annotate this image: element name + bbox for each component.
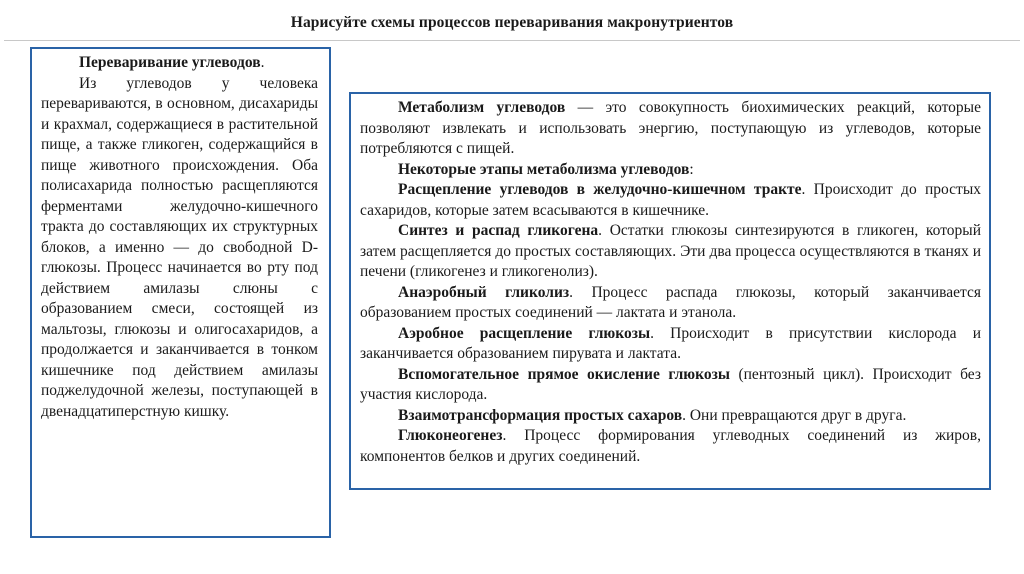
stage-text: . Происходит до простых сахаридов, которые затем всасываются в кишечнике. [360, 181, 981, 219]
stage-text: (пентозный цикл). Происходит без участия кислорода. [360, 365, 981, 403]
digestion-heading [41, 53, 318, 74]
metabolism-stages-heading [360, 160, 981, 181]
stage-text: . Происходит в присутствии кислорода и заканчивается образованием пирувата и лактата. [360, 324, 981, 362]
metabolism-stages-heading-colon: : [689, 160, 694, 178]
stage-text: . Остатки глюкозы синтезируются в гликоген, который затем расщепляется до простых составляющих. Эти два процесса осуществляются в тканях и печени (гликогенез и гликогенолиз). [360, 222, 981, 280]
carbohydrate-digestion-box [30, 47, 331, 538]
carbohydrate-metabolism-box [349, 92, 991, 490]
metabolism-intro [360, 98, 981, 160]
stage-term: Расщепление углеводов в желудочно-кишечном тракте [398, 181, 802, 198]
stage-term: Аэробное расщепление глюкозы [398, 324, 651, 342]
stage-item [360, 365, 981, 406]
stage-text: . Процесс формирования углеводных соединений из жиров, компонентов белков и других соединений. [360, 427, 981, 465]
page-title: Нарисуйте схемы процессов переваривания макронутриентов [290, 14, 734, 31]
stage-item [360, 426, 981, 467]
metabolism-intro-term: Метаболизм углеводов [398, 99, 566, 116]
digestion-paragraph: Из углеводов у человека перевариваются, в основном, дисахариды и крахмал, содержащиеся в растительной пище, а также гликоген, содержащийся в пище животного происхождения. Оба полисахарида полностью расщепляются ферментами желудочно-кишечного тракта до составляющих их структурных блоков, а именно — до свободной D-глюкозы. Процесс начинается во рту под действием амилазы слюны с образованием смеси, состоящей из мальтозы, глюкозы и олигосахаридов, а продолжается и заканчивается в тонком кишечнике под действием амилазы поджелудочной железы, поступающей в двенадцатиперстную кишку. [41, 74, 318, 420]
stage-item [360, 406, 981, 427]
stage-text: . Они превращаются друг в друга. [682, 406, 907, 424]
title-divider [4, 40, 1020, 41]
stage-item [360, 221, 981, 283]
digestion-heading-text: Переваривание углеводов [79, 54, 261, 71]
stage-term: Вспомогательное прямое окисление глюкозы [398, 365, 730, 383]
stage-item [360, 180, 981, 221]
stage-term: Глюконеогенез [398, 427, 503, 444]
stage-text: . Процесс распада глюкозы, который заканчивается образованием простых соединений — лактата и этанола. [360, 283, 981, 321]
stage-term: Синтез и распад гликогена [398, 222, 599, 239]
metabolism-intro-text: — это совокупность биохимических реакций, которые позволяют извлекать и использовать энергию, поступающую из углеводов, которые потребляются с пищей. [360, 99, 981, 157]
stage-item [360, 324, 981, 365]
stage-term: Анаэробный гликолиз [398, 283, 570, 301]
stage-term: Взаимотрансформация простых сахаров [398, 406, 683, 424]
digestion-heading-dot: . [260, 54, 265, 71]
metabolism-stages-heading-text: Некоторые этапы метаболизма углеводов [398, 160, 690, 178]
stage-item [360, 283, 981, 324]
